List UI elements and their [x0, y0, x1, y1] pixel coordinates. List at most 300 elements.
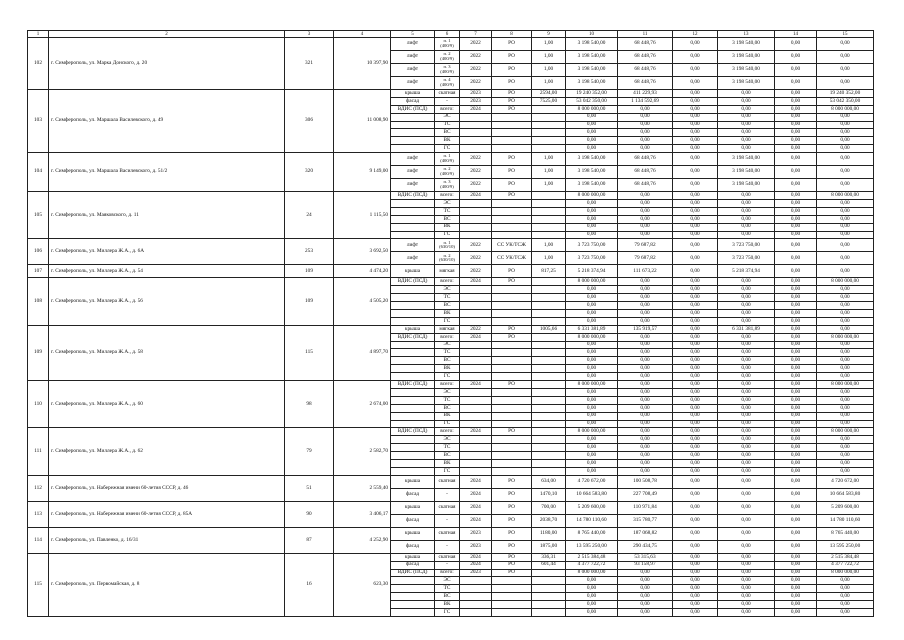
area-value: 4 474,20: [334, 265, 391, 278]
column-3-value: 306: [285, 90, 334, 153]
table-cell: 0,00: [566, 286, 618, 294]
table-cell: [460, 137, 492, 145]
table-cell: 8 000 000,00: [817, 569, 874, 577]
column-3-value: 87: [285, 527, 334, 553]
table-cell: ВК: [435, 601, 460, 609]
table-cell: [532, 302, 566, 310]
table-cell: 634,00: [532, 475, 566, 488]
table-cell: 0,00: [775, 286, 817, 294]
table-cell: 5 218 374,94: [718, 265, 775, 278]
table-cell: [492, 420, 532, 428]
table-cell: [460, 585, 492, 593]
row-number: 107: [28, 265, 49, 278]
table-cell: 0,00: [817, 412, 874, 420]
table-cell: п. 1 (400/9): [435, 38, 460, 51]
table-cell: 3 198 540,00: [566, 77, 618, 90]
table-cell: ВК: [435, 365, 460, 373]
table-cell: 2024: [460, 333, 492, 341]
table-cell: 0,00: [618, 286, 673, 294]
area-value: 9 149,00: [334, 153, 391, 192]
table-cell: 1,00: [532, 252, 566, 265]
table-cell: всего:: [435, 428, 460, 436]
table-cell: 0,00: [775, 601, 817, 609]
table-cell: крыша: [391, 90, 435, 98]
table-cell: 0,00: [673, 105, 718, 113]
table-cell: [391, 310, 435, 318]
table-cell: [460, 302, 492, 310]
area-value: 2 582,70: [334, 428, 391, 475]
table-cell: ВДИС (ПСД): [391, 105, 435, 113]
table-cell: -: [435, 540, 460, 553]
table-cell: скатная: [435, 501, 460, 514]
table-cell: [391, 341, 435, 349]
table-cell: [532, 310, 566, 318]
table-cell: 4 377 722,72: [817, 561, 874, 569]
table-cell: 0,00: [718, 90, 775, 98]
table-cell: 0,00: [718, 302, 775, 310]
table-cell: 0,00: [618, 145, 673, 153]
table-cell: 2 515 384,48: [566, 553, 618, 561]
table-cell: 8 000 000,00: [817, 428, 874, 436]
table-row: [28, 428, 874, 436]
table-cell: 0,00: [566, 200, 618, 208]
table-cell: 0,00: [817, 396, 874, 404]
address-cell: г. Симферополь, ул. Миллера Ж.А., д. 56: [49, 278, 285, 325]
table-cell: 0,00: [566, 113, 618, 121]
table-cell: 0,00: [775, 593, 817, 601]
table-cell: 0,00: [673, 540, 718, 553]
table-cell: [391, 231, 435, 239]
table-cell: [391, 215, 435, 223]
column-number: 4: [334, 31, 391, 38]
table-cell: 0,00: [718, 113, 775, 121]
table-cell: [532, 286, 566, 294]
table-cell: 0,00: [673, 333, 718, 341]
table-cell: РО: [492, 475, 532, 488]
table-cell: 2022: [460, 51, 492, 64]
table-cell: 0,00: [566, 459, 618, 467]
table-cell: ГС: [435, 608, 460, 616]
table-cell: 0,00: [775, 153, 817, 166]
table-cell: ЭС: [435, 577, 460, 585]
table-cell: 0,00: [718, 540, 775, 553]
column-3-value: 321: [285, 38, 334, 90]
table-cell: 0,00: [817, 577, 874, 585]
table-cell: 0,00: [817, 608, 874, 616]
table-cell: 2024: [460, 514, 492, 527]
table-cell: [532, 333, 566, 341]
table-cell: 0,00: [673, 97, 718, 105]
table-cell: [460, 365, 492, 373]
table-row: [28, 192, 874, 200]
table-cell: 0,00: [673, 381, 718, 389]
table-cell: лифт: [391, 38, 435, 51]
table-row: [28, 381, 874, 389]
table-cell: [532, 420, 566, 428]
table-cell: 0,00: [673, 527, 718, 540]
table-cell: 0,00: [618, 333, 673, 341]
table-cell: всего:: [435, 381, 460, 389]
table-cell: 0,00: [718, 514, 775, 527]
table-cell: [391, 404, 435, 412]
table-cell: [460, 459, 492, 467]
table-cell: [492, 412, 532, 420]
table-cell: -: [435, 561, 460, 569]
table-cell: 0,00: [775, 412, 817, 420]
table-cell: [391, 302, 435, 310]
table-cell: 0,00: [817, 317, 874, 325]
table-cell: 0,00: [775, 569, 817, 577]
table-cell: ТС: [435, 294, 460, 302]
table-cell: 0,00: [817, 325, 874, 333]
table-cell: 0,00: [775, 77, 817, 90]
table-cell: [391, 444, 435, 452]
table-cell: 0,00: [718, 223, 775, 231]
table-cell: 0,00: [775, 333, 817, 341]
table-cell: [492, 349, 532, 357]
table-cell: РО: [492, 153, 532, 166]
table-cell: ВДИС (ПСД): [391, 428, 435, 436]
table-cell: 8 000 000,00: [566, 192, 618, 200]
table-cell: 10 664 583,80: [566, 488, 618, 501]
table-cell: 0,00: [775, 278, 817, 286]
table-cell: 0,00: [718, 278, 775, 286]
table-cell: 1,00: [532, 51, 566, 64]
table-cell: 0,00: [618, 223, 673, 231]
table-cell: 0,00: [775, 341, 817, 349]
table-cell: [391, 145, 435, 153]
table-cell: 0,00: [718, 341, 775, 349]
table-cell: 0,00: [566, 341, 618, 349]
table-cell: лифт: [391, 64, 435, 77]
table-cell: 0,00: [566, 388, 618, 396]
table-cell: [532, 215, 566, 223]
table-cell: 0,00: [673, 357, 718, 365]
table-cell: ВДИС (ПСД): [391, 278, 435, 286]
table-cell: 0,00: [718, 527, 775, 540]
table-cell: 0,00: [775, 357, 817, 365]
table-cell: 0,00: [817, 341, 874, 349]
column-number: 10: [566, 31, 618, 38]
table-cell: [532, 129, 566, 137]
table-cell: ВДИС (ПСД): [391, 569, 435, 577]
table-cell: 0,00: [718, 412, 775, 420]
table-cell: ТС: [435, 121, 460, 129]
table-cell: [460, 341, 492, 349]
table-cell: [532, 207, 566, 215]
column-3-value: 109: [285, 278, 334, 325]
table-cell: ВК: [435, 459, 460, 467]
table-row: [28, 38, 874, 51]
table-cell: 0,00: [775, 192, 817, 200]
table-cell: 4 720 672,00: [817, 475, 874, 488]
table-cell: 2024: [460, 278, 492, 286]
table-cell: 0,00: [566, 593, 618, 601]
table-cell: [492, 467, 532, 475]
table-cell: 0,00: [673, 428, 718, 436]
table-cell: 2022: [460, 179, 492, 192]
table-cell: [460, 223, 492, 231]
table-cell: 0,00: [566, 412, 618, 420]
table-cell: 0,00: [673, 365, 718, 373]
table-cell: 0,00: [566, 373, 618, 381]
table-cell: 3 198 540,00: [566, 64, 618, 77]
table-cell: ВК: [435, 412, 460, 420]
table-cell: 0,00: [718, 294, 775, 302]
table-cell: п. 2 (400/9): [435, 51, 460, 64]
table-cell: 6 331 381,89: [566, 325, 618, 333]
table-cell: 0,00: [673, 514, 718, 527]
table-cell: [391, 207, 435, 215]
table-cell: 0,00: [775, 396, 817, 404]
table-cell: 8 000 000,00: [566, 278, 618, 286]
table-cell: 0,00: [673, 265, 718, 278]
table-cell: 3 723 750,00: [566, 239, 618, 252]
table-cell: [492, 444, 532, 452]
table-cell: 0,00: [673, 475, 718, 488]
table-cell: 0,00: [618, 577, 673, 585]
table-cell: 0,00: [673, 223, 718, 231]
table-cell: 1180,00: [532, 527, 566, 540]
table-cell: 0,00: [775, 365, 817, 373]
table-cell: 0,00: [618, 341, 673, 349]
table-cell: фасад: [391, 540, 435, 553]
table-cell: 0,00: [817, 467, 874, 475]
table-cell: 0,00: [718, 608, 775, 616]
table-cell: [391, 412, 435, 420]
table-cell: 3 198 540,00: [718, 64, 775, 77]
area-value: 11 008,90: [334, 90, 391, 153]
table-cell: ВДИС (ПСД): [391, 192, 435, 200]
table-cell: 0,00: [775, 317, 817, 325]
table-cell: 8 000 000,00: [817, 192, 874, 200]
table-cell: 0,00: [673, 577, 718, 585]
table-cell: 0,00: [618, 207, 673, 215]
table-row: [28, 239, 874, 252]
table-cell: 0,00: [718, 601, 775, 609]
address-cell: г. Симферополь, ул. Миллера Ж.А., д. 54: [49, 265, 285, 278]
table-cell: 0,00: [618, 105, 673, 113]
table-cell: ВДИС (ПСД): [391, 381, 435, 389]
table-cell: РО: [492, 179, 532, 192]
table-cell: [391, 200, 435, 208]
table-cell: 0,00: [775, 561, 817, 569]
table-cell: 0,00: [817, 265, 874, 278]
area-value: 623,30: [334, 553, 391, 616]
table-cell: 0,00: [817, 223, 874, 231]
address-cell: г. Симферополь, ул. Марка Донского, д. 20: [49, 38, 285, 90]
table-cell: 0,00: [566, 294, 618, 302]
table-cell: [532, 357, 566, 365]
table-cell: 14 780 110,60: [566, 514, 618, 527]
table-cell: [492, 593, 532, 601]
area-value: 3 406,17: [334, 501, 391, 527]
table-cell: 0,00: [817, 215, 874, 223]
table-cell: 0,00: [718, 436, 775, 444]
table-cell: 8 765 440,00: [817, 527, 874, 540]
table-cell: 0,00: [718, 200, 775, 208]
table-cell: 2024: [460, 428, 492, 436]
table-cell: 0,00: [673, 420, 718, 428]
table-cell: РО: [492, 561, 532, 569]
table-cell: 227 708,49: [618, 488, 673, 501]
table-cell: 0,00: [618, 129, 673, 137]
table-cell: крыша: [391, 527, 435, 540]
address-cell: г. Симферополь, ул. Первомайская, д. 8: [49, 553, 285, 616]
table-cell: [460, 357, 492, 365]
table-cell: п. 1 (630/10): [435, 239, 460, 252]
table-cell: 0,00: [618, 569, 673, 577]
table-cell: п. 3 (400/9): [435, 64, 460, 77]
table-row: [28, 527, 874, 540]
column-number: 13: [718, 31, 775, 38]
table-cell: [532, 412, 566, 420]
table-cell: 0,00: [775, 459, 817, 467]
table-cell: 0,00: [718, 349, 775, 357]
table-cell: 53 042 350,00: [817, 97, 874, 105]
table-cell: 0,00: [618, 585, 673, 593]
table-cell: 0,00: [718, 192, 775, 200]
table-cell: [532, 200, 566, 208]
table-cell: 0,00: [817, 388, 874, 396]
table-cell: 1,00: [532, 166, 566, 179]
table-cell: 700,00: [532, 501, 566, 514]
address-cell: г. Симферополь, ул. Маршала Василевского, д. 51/2: [49, 153, 285, 192]
table-cell: 0,00: [775, 200, 817, 208]
table-cell: 0,00: [618, 294, 673, 302]
table-cell: РО: [492, 38, 532, 51]
table-cell: [460, 231, 492, 239]
table-cell: ЭС: [435, 113, 460, 121]
table-cell: [492, 286, 532, 294]
table-cell: 3 198 540,00: [566, 166, 618, 179]
table-cell: 2023: [460, 540, 492, 553]
column-3-value: 320: [285, 153, 334, 192]
table-cell: крыша: [391, 475, 435, 488]
table-row: [28, 153, 874, 166]
table-cell: 0,00: [673, 286, 718, 294]
table-cell: 2024: [460, 501, 492, 514]
table-cell: 0,00: [718, 561, 775, 569]
column-number: 2: [49, 31, 285, 38]
table-row: [28, 90, 874, 98]
column-number: 15: [817, 31, 874, 38]
table-cell: 0,00: [566, 302, 618, 310]
table-cell: [460, 294, 492, 302]
column-3-value: 109: [285, 265, 334, 278]
table-cell: скатная: [435, 475, 460, 488]
table-cell: 0,00: [775, 223, 817, 231]
table-cell: ВС: [435, 357, 460, 365]
table-cell: 2022: [460, 166, 492, 179]
table-cell: 0,00: [817, 121, 874, 129]
table-cell: 0,00: [718, 428, 775, 436]
table-cell: [492, 129, 532, 137]
table-cell: ГС: [435, 317, 460, 325]
table-cell: 0,00: [673, 231, 718, 239]
table-cell: 0,00: [718, 129, 775, 137]
table-cell: 0,00: [673, 412, 718, 420]
table-cell: ТС: [435, 444, 460, 452]
table-cell: 0,00: [718, 452, 775, 460]
table-cell: РО: [492, 105, 532, 113]
table-cell: РО: [492, 325, 532, 333]
area-value: 1 115,50: [334, 192, 391, 239]
table-cell: 0,00: [618, 420, 673, 428]
table-cell: [460, 113, 492, 121]
row-number: 105: [28, 192, 49, 239]
table-cell: [391, 365, 435, 373]
table-cell: п. 4 (400/9): [435, 77, 460, 90]
table-cell: 8 000 000,00: [566, 105, 618, 113]
table-cell: [492, 137, 532, 145]
table-cell: 0,00: [673, 90, 718, 98]
table-cell: ТС: [435, 396, 460, 404]
address-cell: г. Симферополь, ул. Набережная имени 60-летия СССР, д. 85А: [49, 501, 285, 527]
table-cell: 0,00: [566, 467, 618, 475]
area-value: 2 559,40: [334, 475, 391, 501]
table-cell: 0,00: [618, 215, 673, 223]
table-cell: 0,00: [775, 436, 817, 444]
table-cell: 0,00: [566, 145, 618, 153]
table-cell: [532, 601, 566, 609]
table-cell: 0,00: [775, 265, 817, 278]
table-cell: 0,00: [817, 585, 874, 593]
table-cell: ЭС: [435, 436, 460, 444]
table-cell: 0,00: [775, 207, 817, 215]
table-cell: крыша: [391, 501, 435, 514]
table-cell: 0,00: [817, 51, 874, 64]
table-cell: 0,00: [775, 97, 817, 105]
table-cell: 0,00: [673, 561, 718, 569]
table-cell: 0,00: [775, 105, 817, 113]
table-cell: 0,00: [566, 310, 618, 318]
table-cell: 8 000 000,00: [566, 428, 618, 436]
column-3-value: 24: [285, 192, 334, 239]
table-cell: 0,00: [618, 601, 673, 609]
table-cell: 315 780,77: [618, 514, 673, 527]
table-cell: 0,00: [618, 412, 673, 420]
table-cell: 13 595 250,00: [566, 540, 618, 553]
table-cell: [492, 231, 532, 239]
table-cell: 0,00: [673, 153, 718, 166]
table-cell: [532, 373, 566, 381]
table-cell: 3 723 750,00: [566, 252, 618, 265]
table-cell: -: [435, 514, 460, 527]
table-row: [28, 265, 874, 278]
table-cell: 0,00: [775, 310, 817, 318]
table-cell: 0,00: [673, 459, 718, 467]
table-cell: [532, 459, 566, 467]
table-cell: 2038,70: [532, 514, 566, 527]
table-cell: 2023: [460, 97, 492, 105]
table-cell: [532, 436, 566, 444]
table-cell: всего:: [435, 569, 460, 577]
table-cell: 0,00: [775, 585, 817, 593]
table-cell: [460, 420, 492, 428]
table-cell: 0,00: [673, 302, 718, 310]
table-cell: 0,00: [718, 577, 775, 585]
table-cell: [391, 121, 435, 129]
table-cell: 8 000 000,00: [566, 381, 618, 389]
table-cell: 0,00: [817, 349, 874, 357]
table-cell: крыша: [391, 553, 435, 561]
column-number: 1: [28, 31, 49, 38]
table-cell: лифт: [391, 239, 435, 252]
table-cell: ВК: [435, 223, 460, 231]
table-row: [28, 501, 874, 514]
table-cell: 4 377 722,72: [566, 561, 618, 569]
